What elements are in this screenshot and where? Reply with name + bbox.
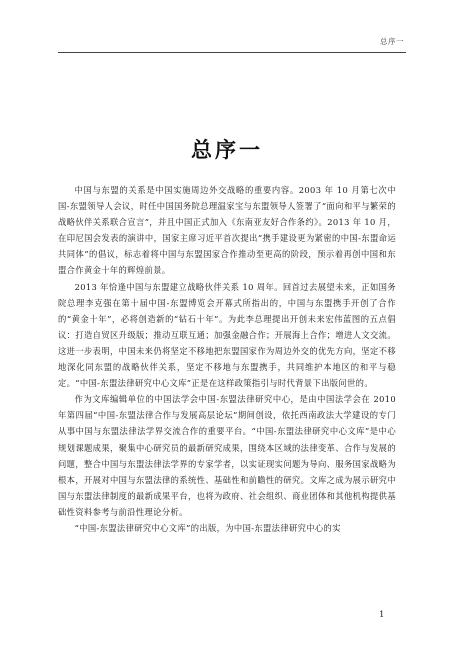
paragraph-2: 2013 年恰逢中国与东盟建立战略伙伴关系 10 周年。回首过去展望未来，正如国务院总理李克强在第十届中国-东盟博览会开幕式所指出的，中国与东盟携手开创了合作的“黄金十年”，必将创造新的“钻石十年”。为此李总理提出开创未来宏伟蓝图的五点倡议：打造自贸区升级版；推动互联互通；加强金融合作；开展海上合作；增进人文交流。这进一步表明，中国未来仍将坚定不移地把东盟国家作为周边外交的优先方向，坚定不移地深化同东盟的战略伙伴关系，坚定不移地与东盟携手，共同维护本地区的和平与稳定。“中国-东盟法律研究中心文库”正是在这样政策指引与时代背景下出版问世的。	[58, 281, 396, 389]
header-rule	[58, 52, 406, 53]
body-text	[58, 182, 396, 536]
paragraph-1: 中国与东盟的关系是中国实施周边外交战略的重要内容。2003 年 10 月第七次中国-东盟领导人会议，时任中国国务院总理温家宝与东盟领导人签署了“面向和平与繁荣的战略伙伴关系联合宣言”，并且中国正式加入《东南亚友好合作条约》。2013 年 10 月，在印尼国会发表的演讲中，国家主席习近平首次提出“携手建设更为紧密的中国-东盟命运共同体”的倡议，标志着将中国与东盟国家合作推动至更高的阶段，预示着再创中国和东盟合作黄金十年的辉煌前景。	[58, 185, 396, 276]
page-number: 1	[379, 610, 385, 620]
running-header: 总序一	[380, 37, 404, 46]
paragraph-4: “中国-东盟法律研究中心文库”的出版，为中国-东盟法律研究中心的实	[74, 522, 341, 533]
page-title: 总序一	[191, 138, 263, 163]
paragraph-3: 作为文库编辑单位的中国法学会中国-东盟法律研究中心，是由中国法学会在 2010 年第四届“中国-东盟法律合作与发展高层论坛”期间创设，依托西南政法大学建设的专门从事中国与东盟法律法学界交流合作的重要平台。“中国-东盟法律研究中心文库”是中心规划课题成果，聚集中心研究员的最新研究成果，围绕本区域的法律变革、合作与发展的问题，整合中国与东盟法律法学界的专家学者，以实证现实问题为导向、服务国家战略为根本，开展对中国与东盟法律的系统性、基础性和前瞻性的研究。文库之成为展示研究中国与东盟法律制度的最新成果平台，也将为政府、社会组织、商业团体和其他机构提供基础性资料参考与前沿性理论分析。	[58, 394, 396, 517]
